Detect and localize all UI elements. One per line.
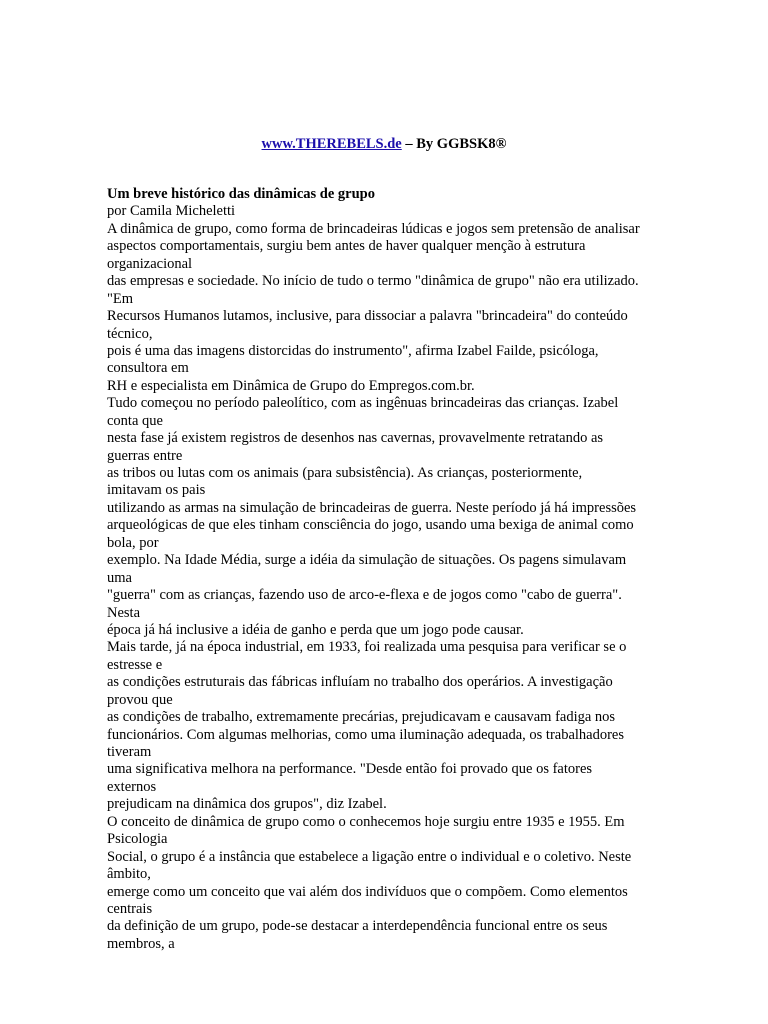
- text-line: estresse e: [107, 656, 163, 673]
- text-line: por Camila Micheletti: [107, 203, 236, 220]
- text-line: da definição de um grupo, pode-se destacar a interdependência funcional entre os seus: [107, 918, 608, 935]
- text-line: organizacional: [107, 255, 193, 272]
- text-line: RH e especialista em Dinâmica de Grupo do Empregos.com.br.: [107, 377, 475, 394]
- text-line: "Em: [107, 290, 134, 307]
- text-line: bola, por: [107, 534, 159, 551]
- text-line: época já há inclusive a idéia de ganho e perda que um jogo pode causar.: [107, 621, 524, 638]
- text-line: imitavam os pais: [107, 482, 206, 499]
- text-line: centrais: [107, 900, 153, 917]
- article-lines: [107, 203, 667, 953]
- text-line: Psicologia: [107, 831, 168, 848]
- therebels-link[interactable]: www.THEREBELS.de: [261, 136, 402, 152]
- header-byline: – By GGBSK8®: [401, 136, 507, 152]
- text-line: prejudicam na dinâmica dos grupos", diz Izabel.: [107, 796, 387, 813]
- text-line: Recursos Humanos lutamos, inclusive, para dissociar a palavra "brincadeira" do conteúdo: [107, 308, 628, 325]
- text-line: exemplo. Na Idade Média, surge a idéia da simulação de situações. Os pagens simulavam: [107, 552, 627, 569]
- text-line: nesta fase já existem registros de desenhos nas cavernas, provavelmente retratando as: [107, 430, 604, 447]
- text-line: arqueológicas de que eles tinham consciência do jogo, usando uma bexiga de animal como: [107, 517, 634, 534]
- text-line: provou que: [107, 691, 173, 708]
- text-line: externos: [107, 778, 157, 795]
- text-line: uma significativa melhora na performance. "Desde então foi provado que os fatores: [107, 761, 593, 778]
- text-line: Social, o grupo é a instância que estabelece a ligação entre o individual e o coletivo. Neste: [107, 848, 632, 865]
- text-line: aspectos comportamentais, surgiu bem antes de haver qualquer menção à estrutura: [107, 238, 586, 255]
- text-line: funcionários. Com algumas melhorias, como uma iluminação adequada, os trabalhadores: [107, 726, 625, 743]
- text-line: as tribos ou lutas com os animais (para subsistência). As crianças, posteriormente,: [107, 465, 583, 481]
- text-line: tiveram: [107, 744, 152, 760]
- text-line: Nesta: [107, 604, 141, 621]
- text-line: "guerra" com as crianças, fazendo uso de arco-e-flexa e de jogos como "cabo de guerra".: [107, 587, 622, 604]
- text-line: as condições de trabalho, extremamente precárias, prejudicavam e causavam fadiga nos: [107, 709, 616, 726]
- text-line: consultora em: [107, 360, 189, 377]
- text-line: Mais tarde, já na época industrial, em 1933, foi realizada uma pesquisa para verificar se o: [107, 639, 627, 656]
- article-title: Um breve histórico das dinâmicas de grupo: [107, 186, 375, 202]
- text-line: conta que: [107, 412, 163, 429]
- text-line: das empresas e sociedade. No início de tudo o termo "dinâmica de grupo" não era utilizado.: [107, 273, 639, 290]
- text-line: O conceito de dinâmica de grupo como o conhecemos hoje surgiu entre 1935 e 1955. Em: [107, 813, 625, 830]
- text-line: A dinâmica de grupo, como forma de brincadeiras lúdicas e jogos sem pretensão de analisar: [107, 220, 640, 237]
- text-line: as condições estruturais das fábricas influíam no trabalho dos operários. A investigação: [107, 674, 613, 691]
- text-line: Tudo começou no período paleolítico, com as ingênuas brincadeiras das crianças. Izabel: [107, 395, 619, 412]
- text-line: pois é uma das imagens distorcidas do instrumento", afirma Izabel Failde, psicóloga,: [107, 342, 599, 359]
- text-line: guerras entre: [107, 447, 183, 464]
- article-body: [107, 186, 667, 953]
- page-header: [0, 135, 768, 153]
- text-line: membros, a: [107, 935, 175, 952]
- text-line: uma: [107, 569, 132, 586]
- text-line: utilizando as armas na simulação de brincadeiras de guerra. Neste período já há impressões: [107, 499, 637, 516]
- text-line: técnico,: [107, 325, 153, 342]
- text-line: âmbito,: [107, 866, 151, 883]
- text-line: emerge como um conceito que vai além dos indivíduos que o compõem. Como elementos: [107, 883, 628, 900]
